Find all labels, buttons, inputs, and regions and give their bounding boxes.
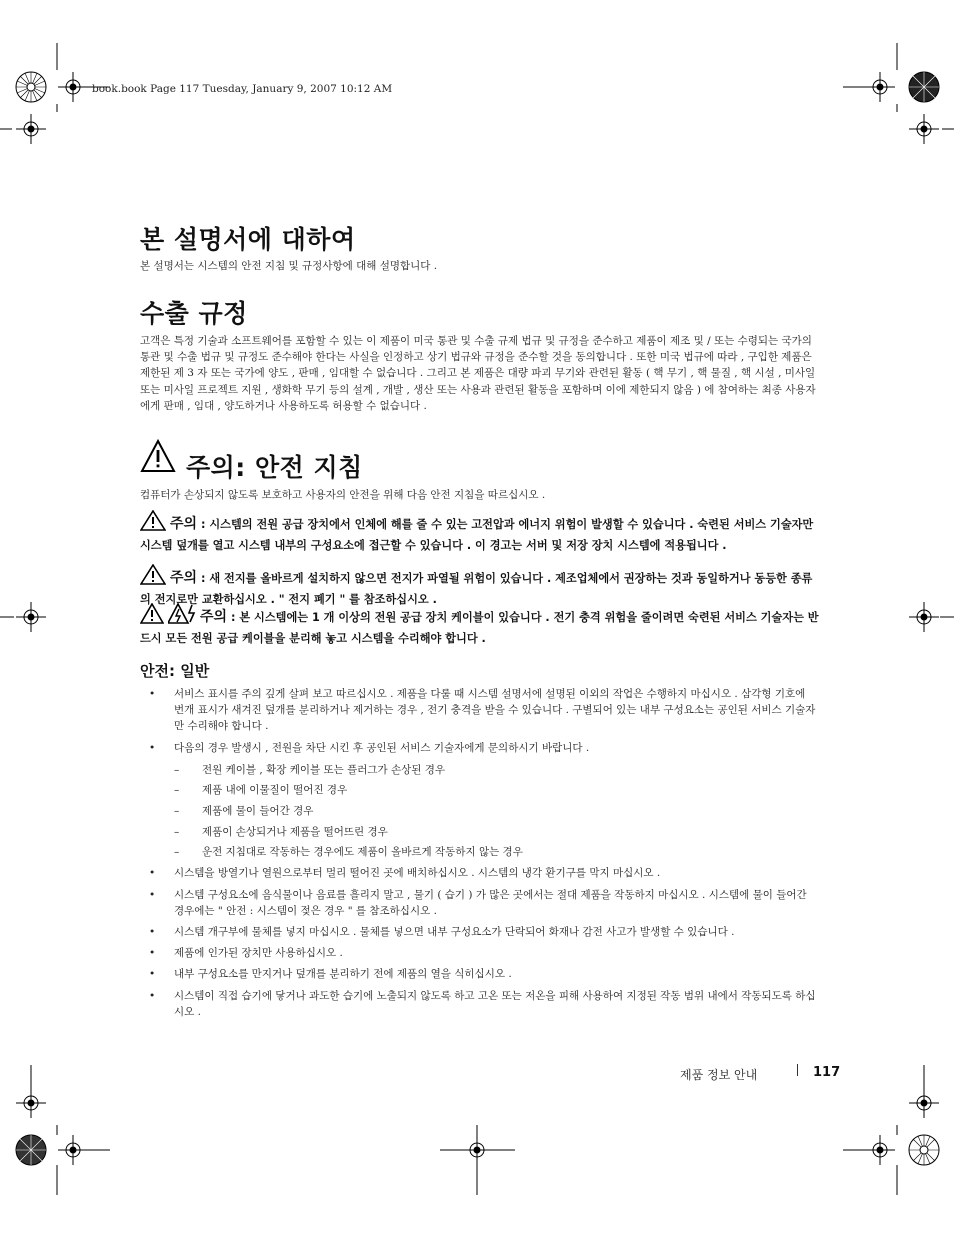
- registration-mark-icon: [909, 1088, 939, 1118]
- file-info-header: book.book Page 117 Tuesday, January 9, 2007 10:12 AM: [92, 83, 393, 95]
- warning-1: [140, 510, 820, 555]
- registration-mark-icon: [16, 602, 46, 632]
- color-target-icon: [909, 72, 939, 102]
- sub-list: [140, 762, 818, 861]
- dash-mark: –: [174, 763, 180, 776]
- color-target-icon: [16, 72, 46, 102]
- list-item-text: 서비스 표시를 주의 깊게 살펴 보고 따르십시오 . 제품을 다룰 때 시스템 설명서에 설명된 이외의 작업은 수행하지 마십시오 . 삼각형 기호에 번개 표시가 새겨진 덮개를 분리하거나 제거하는 경우 , 전기 충격을 받을 수 있습니다 . 구별되어 있는 내부 구성요소는 공인된 서비스 기술자만 수리해야 합니다 .: [174, 688, 816, 733]
- sub-list-item: [140, 762, 818, 778]
- dash-mark: –: [174, 846, 180, 859]
- list-item-text: 내부 구성요소를 만지거나 덮개를 분리하기 전에 제품의 열을 식히십시오 .: [174, 968, 512, 981]
- page-number: 117: [813, 1065, 841, 1080]
- list-item: [140, 988, 818, 1020]
- warning-lead: 주의: [170, 570, 198, 586]
- export-text: 고객은 특정 기술과 소프트웨어를 포함할 수 있는 이 제품이 미국 통관 및 수출 규제 법규 및 규정을 준수하고 제품이 제조 및 / 또는 수령되는 국가의 통관 및 수출 법규 및 규정도 준수해야 한다는 사실을 인정하고 상기 법규와 규정을 준수할 것을 동의합니다 . 또한 미국 법규에 따라 , 구입한 제품은 제한된 제 3 자 또는 국가에 양도 , 판매 , 임대할 수 없습니다 . 그리고 본 제품은 대량 파괴 무기와 관련된 활동 ( 핵 무기 , 핵 물질 , 핵 시설 , 미사일 또는 미사일 프로젝트 지원 , 생화학 무기 등의 설계 , 개발 , 생산 또는 사용과 관련된 활동을 포함하며 이에 제한되지 않음 ) 에 참여하는 최종 사용자에게 판매 , 임대 , 양도하거나 사용하도록 허용할 수 없습니다 .: [140, 335, 816, 412]
- warning-text: : 시스템의 전원 공급 장치에서 인체에 해를 줄 수 있는 고전압과 에너지 위험이 발생할 수 있습니다 . 숙련된 서비스 기술자만 시스템 덮개를 열고 시스템 내부의 구성요소에 접근할 수 있습니다 . 이 경고는 서버 및 저장 장치 시스템에 적용됩니다 .: [140, 518, 814, 553]
- sub-list-item: [140, 844, 818, 860]
- bullet-mark: •: [149, 867, 156, 880]
- bullet-mark: •: [149, 926, 156, 938]
- dash-mark: –: [174, 825, 180, 838]
- caution-triangle-icon: [140, 603, 164, 630]
- sub-list-item-text: 제품이 손상되거나 제품을 떨어뜨린 경우: [202, 825, 388, 838]
- sub-list-item: [140, 824, 818, 840]
- dash-mark: –: [174, 805, 180, 817]
- safety-intro: 컴퓨터가 손상되지 않도록 보호하고 사용자의 안전을 위해 다음 안전 지침을 따르십시오 .: [140, 489, 546, 501]
- safety-bullet-list: [140, 686, 818, 1025]
- registration-mark-icon: [58, 72, 88, 102]
- footer-section-label: 제품 정보 안내: [680, 1068, 758, 1082]
- list-item: [140, 945, 818, 961]
- bullet-mark: •: [149, 947, 156, 960]
- caution-triangle-icon: [140, 564, 166, 591]
- list-item: [140, 740, 818, 861]
- sub-list-item-text: 제품 내에 이물질이 떨어진 경우: [202, 784, 348, 797]
- list-item: [140, 887, 818, 919]
- dash-mark: –: [174, 784, 180, 797]
- about-heading: 본 설명서에 대하여: [140, 225, 356, 254]
- safety-heading: 주의: 안전 지침: [186, 453, 363, 482]
- color-target-icon: [909, 1135, 939, 1165]
- bullet-mark: •: [149, 688, 156, 700]
- sub-list-item: [140, 782, 818, 798]
- list-item-text: 다음의 경우 발생시 , 전원을 차단 시킨 후 공인된 서비스 기술자에게 문의하시기 바랍니다 .: [174, 741, 590, 754]
- list-item: [140, 686, 818, 735]
- sub-list-item-text: 전원 케이블 , 확장 케이블 또는 플러그가 손상된 경우: [202, 763, 446, 776]
- list-item-text: 시스템 개구부에 물체를 넣지 마십시오 . 물체를 넣으면 내부 구성요소가 단락되어 화재나 감전 사고가 발생할 수 있습니다 .: [174, 926, 735, 938]
- caution-triangle-icon: [140, 439, 180, 475]
- list-item: [140, 865, 818, 881]
- warning-lead: 주의: [200, 609, 228, 625]
- sub-list-item: [140, 803, 818, 819]
- list-item-text: 시스템 구성요소에 음식물이나 음료를 흘리지 말고 , 물기 ( 습기 ) 가 많은 곳에서는 절대 제품을 작동하지 마십시오 . 시스템에 물이 들어간 경우에는 " 안전 : 시스템이 젖은 경우 " 를 참조하십시오 .: [174, 888, 807, 917]
- registration-mark-icon: [909, 602, 939, 632]
- warning-3: [140, 603, 820, 648]
- warning-lead: 주의: [170, 516, 198, 532]
- list-item-text: 시스템을 방열기나 열원으로부터 멀리 떨어진 곳에 배치하십시오 . 시스템의 냉각 환기구를 막지 마십시오 .: [174, 867, 661, 880]
- list-item-text: 제품에 인가된 장치만 사용하십시오 .: [174, 947, 343, 960]
- list-item: [140, 966, 818, 982]
- registration-mark-icon: [58, 1135, 88, 1165]
- registration-mark-icon: [16, 1088, 46, 1118]
- sub-list-item-text: 운전 지침대로 작동하는 경우에도 제품이 올바르게 작동하지 않는 경우: [202, 846, 523, 859]
- color-target-icon: [16, 1135, 46, 1165]
- about-text: 본 설명서는 시스템의 안전 지침 및 규정사항에 대해 설명합니다 .: [140, 260, 438, 272]
- bullet-mark: •: [149, 888, 156, 901]
- bullet-mark: •: [149, 989, 156, 1002]
- registration-mark-icon: [865, 1135, 895, 1165]
- caution-triangle-icon: [140, 510, 166, 537]
- general-safety-heading: 안전: 일반: [140, 662, 210, 680]
- bullet-mark: •: [149, 741, 156, 754]
- warning-text: : 새 전지를 올바르게 설치하지 않으면 전지가 파열될 위험이 있습니다 . 제조업체에서 권장하는 것과 동일하거나 동등한 종류의 전지로만 교환하십시오 . " 전지 폐기 " 를 참조하십시오 .: [140, 572, 813, 607]
- electric-shock-icon: [168, 603, 196, 630]
- registration-mark-icon: [909, 114, 939, 144]
- registration-mark-icon: [865, 72, 895, 102]
- registration-mark-icon: [16, 114, 46, 144]
- list-item: [140, 924, 818, 940]
- sub-list-item-text: 제품에 물이 들어간 경우: [202, 805, 314, 817]
- footer-divider: [797, 1064, 798, 1076]
- export-heading: 수출 규정: [140, 299, 248, 328]
- bullet-mark: •: [149, 968, 156, 981]
- warning-text: : 본 시스템에는 1 개 이상의 전원 공급 장치 케이블이 있습니다 . 전기 충격 위험을 줄이려면 숙련된 서비스 기술자는 반드시 모든 전원 공급 케이블을 분리해 놓고 시스템을 수리해야 합니다 .: [140, 611, 819, 646]
- list-item-text: 시스템이 직접 습기에 닿거나 과도한 습기에 노출되지 않도록 하고 고온 또는 저온을 피해 사용하여 지정된 작동 범위 내에서 작동되도록 하십시오 .: [174, 989, 816, 1018]
